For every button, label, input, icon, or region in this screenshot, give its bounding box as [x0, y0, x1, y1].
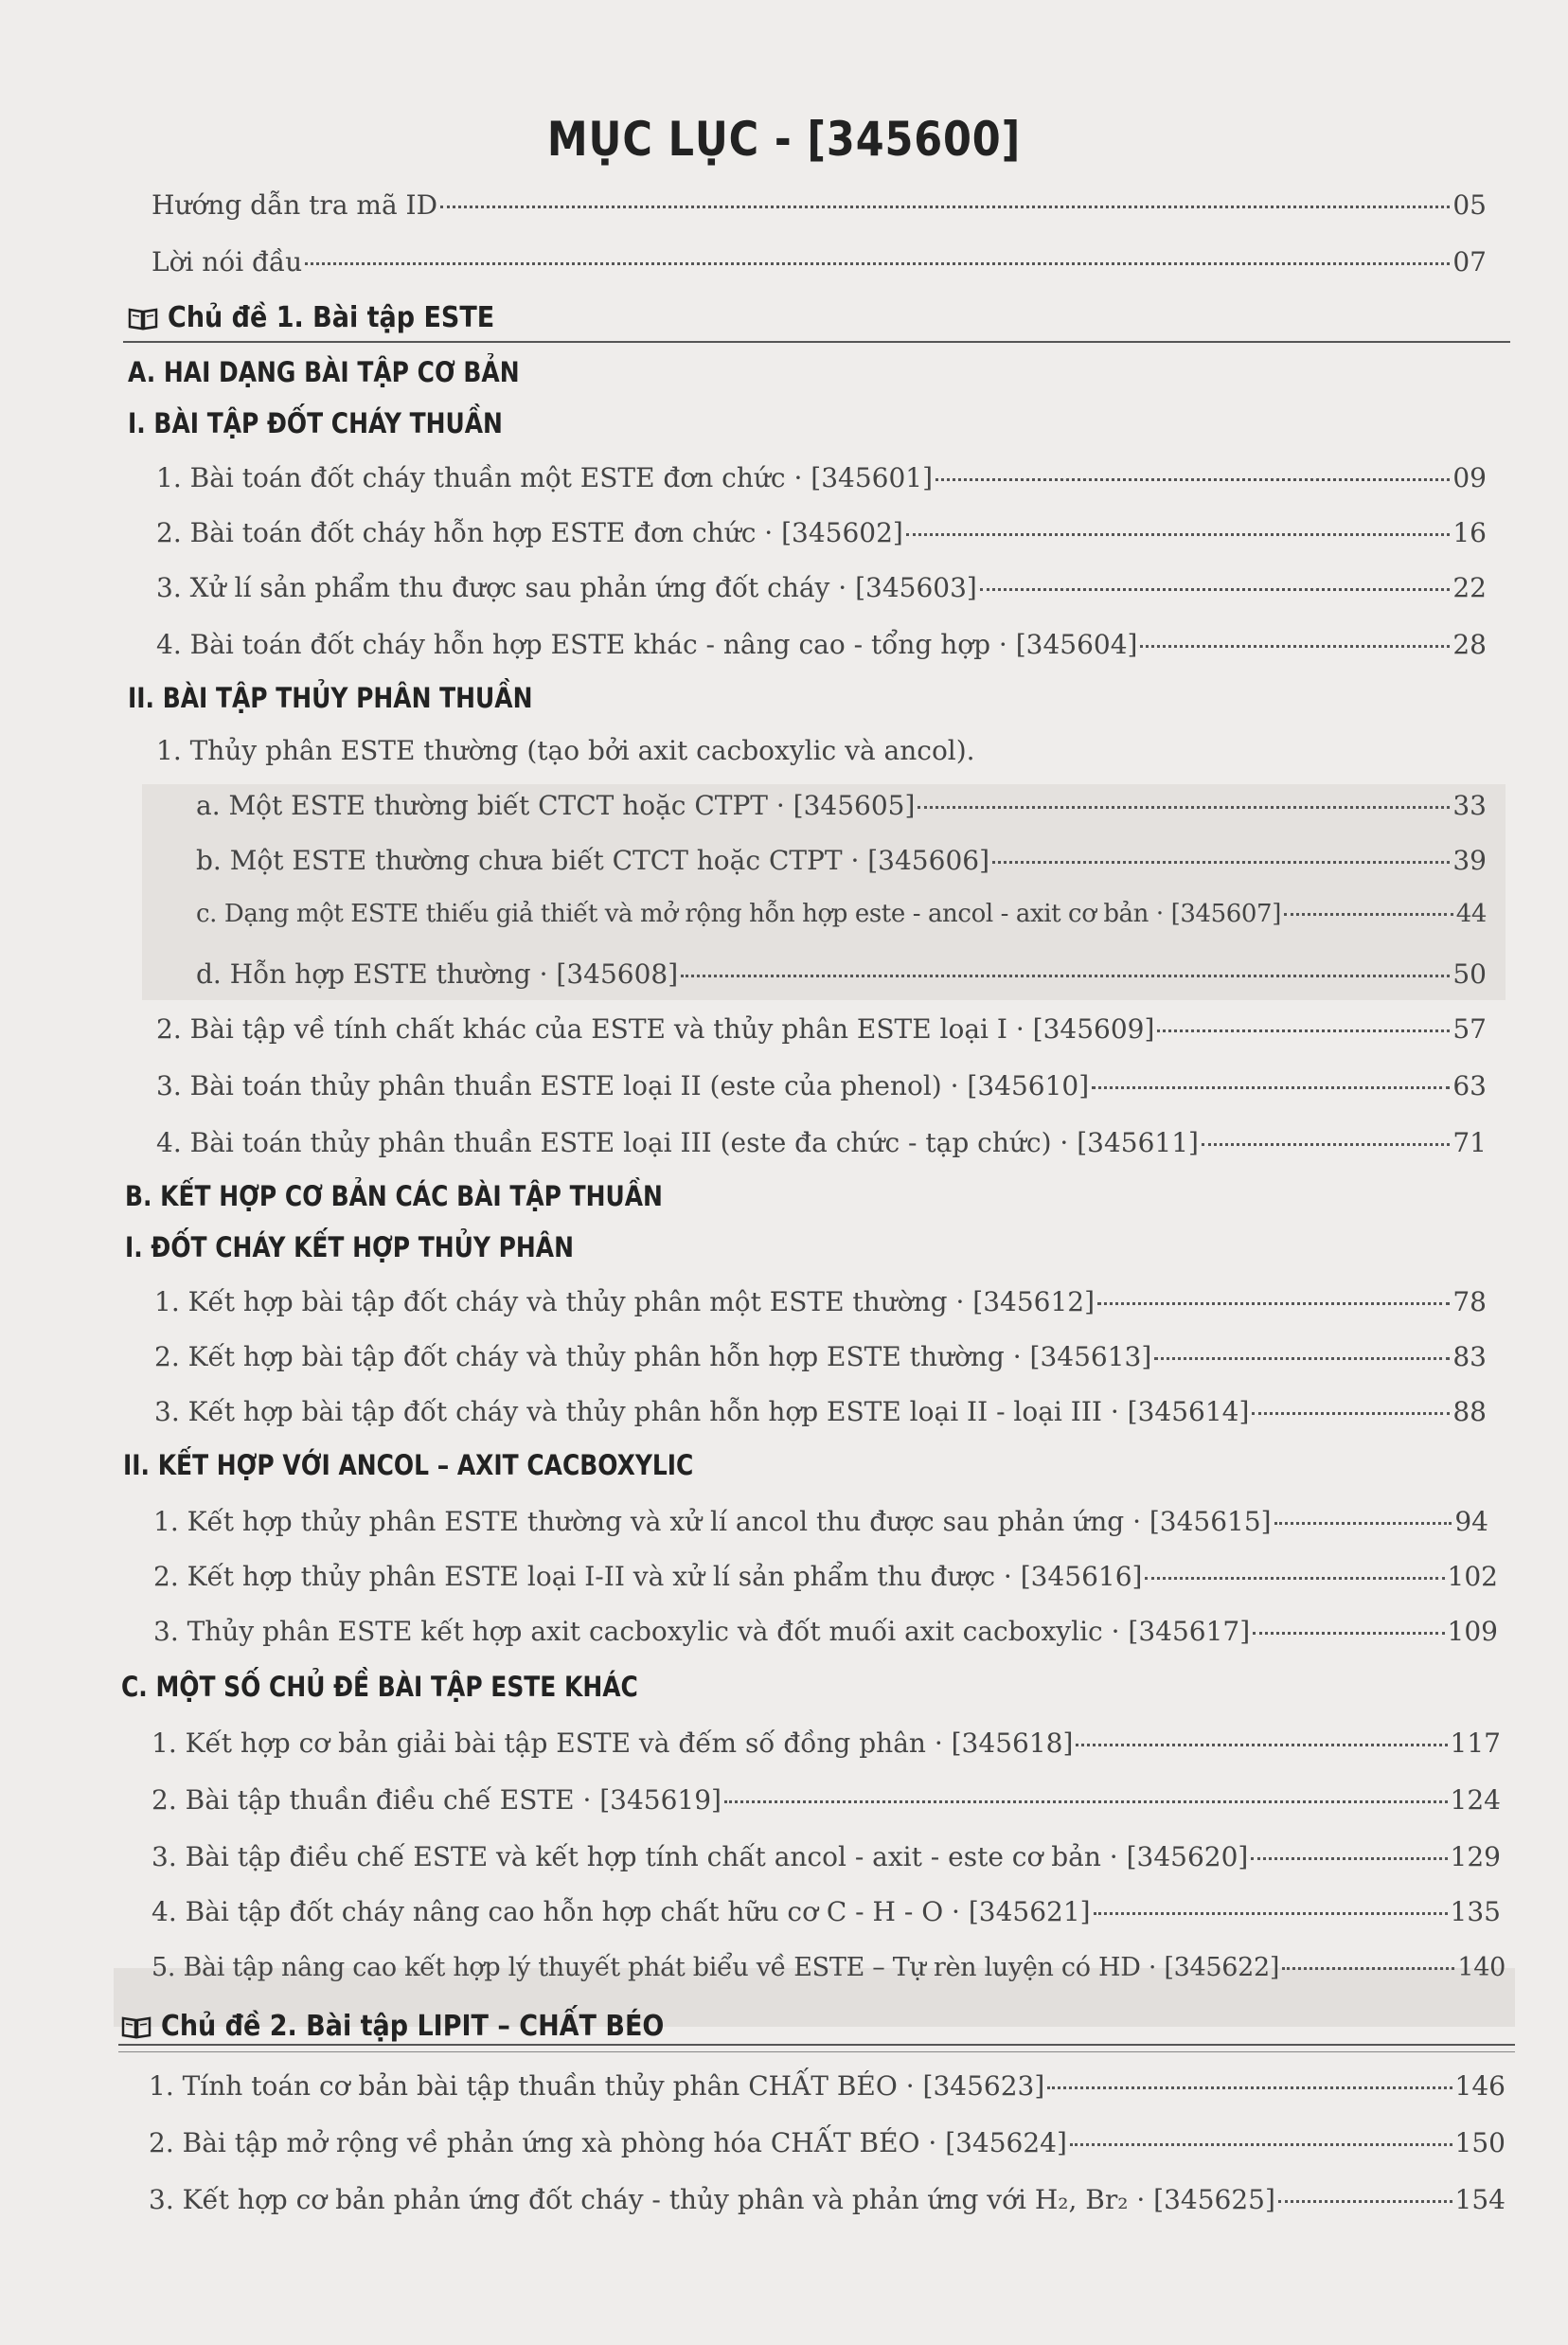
- section-a-heading: A. HAI DẠNG BÀI TẬP CƠ BẢN: [128, 356, 520, 388]
- dot-leader: [935, 478, 1450, 481]
- toc-row-text: 2. Kết hợp thủy phân ESTE loại I-II và xử lí sản phẩm thu được · [345616]: [153, 1561, 1143, 1592]
- toc-row-text: 3. Thủy phân ESTE kết hợp axit cacboxylic và đốt muối axit cacboxylic · [345617]: [153, 1616, 1251, 1647]
- toc-row: [153, 1561, 1498, 1592]
- toc-row-text: 4. Bài tập đốt cháy nâng cao hỗn hợp chất hữu cơ C - H - O · [345621]: [151, 1896, 1091, 1927]
- dot-leader: [1154, 1357, 1450, 1360]
- open-book-icon: [128, 306, 158, 331]
- toc-row: [154, 1396, 1487, 1427]
- toc-row-page: 94: [1454, 1506, 1488, 1537]
- toc-row-page: 71: [1452, 1127, 1487, 1158]
- toc-row: [156, 572, 1487, 603]
- dot-leader: [1253, 1632, 1444, 1635]
- toc-row-text: 3. Bài tập điều chế ESTE và kết hợp tính chất ancol - axit - este cơ bản · [345620]: [151, 1841, 1249, 1872]
- toc-row-page: 135: [1450, 1896, 1501, 1927]
- dot-leader: [1252, 1412, 1450, 1415]
- toc-row-page: 33: [1452, 790, 1487, 821]
- toc-row: [149, 2127, 1506, 2158]
- dot-leader: [305, 262, 1450, 265]
- toc-row-page: 146: [1454, 2070, 1506, 2102]
- toc-row-page: 117: [1450, 1727, 1501, 1759]
- dot-leader: [1092, 1086, 1450, 1089]
- toc-row: [149, 2070, 1506, 2102]
- toc-row-page: 83: [1452, 1341, 1487, 1372]
- toc-row-page: 07: [1452, 246, 1487, 277]
- section-b-i-heading: I. ĐỐT CHÁY KẾT HỢP THỦY PHÂN: [125, 1231, 574, 1263]
- toc-row-text: a. Một ESTE thường biết CTCT hoặc CTPT · [345605]: [196, 790, 916, 821]
- toc-subrow: [196, 958, 1487, 990]
- toc-row-page: 150: [1454, 2127, 1506, 2158]
- toc-row-page: 63: [1452, 1070, 1487, 1101]
- toc-row-text: 5. Bài tập nâng cao kết hợp lý thuyết phát biểu về ESTE – Tự rèn luyện có HD · [345622]: [151, 1953, 1280, 1982]
- topic-2-label: Chủ đề 2. Bài tập LIPIT – CHẤT BÉO: [161, 2010, 665, 2043]
- toc-row-text: 2. Bài toán đốt cháy hỗn hợp ESTE đơn chức · [345602]: [156, 517, 903, 548]
- toc-row: [153, 1506, 1488, 1537]
- toc-row-page: 39: [1452, 845, 1487, 876]
- dot-leader: [1070, 2143, 1452, 2146]
- toc-row-text: Hướng dẫn tra mã ID: [151, 189, 438, 221]
- toc-row: [149, 2184, 1506, 2215]
- topic-1-rule: [123, 341, 1510, 343]
- dot-leader: [918, 806, 1450, 809]
- open-book-icon: [121, 2014, 151, 2039]
- topic-2-rule-lower: [118, 2051, 1515, 2052]
- toc-row-page: 109: [1447, 1616, 1498, 1647]
- toc-row: [156, 629, 1487, 660]
- toc-row-page: 44: [1455, 900, 1487, 928]
- dot-leader: [1140, 645, 1450, 648]
- toc-row-page: 102: [1447, 1561, 1498, 1592]
- toc-row: [156, 1013, 1487, 1045]
- toc-row-text: d. Hỗn hợp ESTE thường · [345608]: [196, 958, 679, 990]
- dot-leader: [906, 533, 1451, 536]
- toc-row-page: 05: [1452, 189, 1487, 221]
- toc-subrow: [196, 790, 1487, 821]
- toc-row-text: 2. Bài tập về tính chất khác của ESTE và thủy phân ESTE loại I · [345609]: [156, 1013, 1155, 1045]
- toc-row-text: 1. Kết hợp cơ bản giải bài tập ESTE và đếm số đồng phân · [345618]: [151, 1727, 1074, 1759]
- dot-leader: [1278, 2200, 1452, 2203]
- dot-leader: [1076, 1744, 1447, 1746]
- toc-row-page: 124: [1450, 1784, 1501, 1816]
- dot-leader: [1282, 1967, 1454, 1970]
- toc-row-page: 140: [1457, 1953, 1506, 1982]
- section-b-heading: B. KẾT HỢP CƠ BẢN CÁC BÀI TẬP THUẦN: [125, 1180, 663, 1212]
- dot-leader: [440, 206, 1450, 208]
- toc-row: [151, 1896, 1501, 1927]
- dot-leader: [681, 975, 1450, 977]
- topic-2-rule: [118, 2044, 1515, 2046]
- dot-leader: [1157, 1029, 1450, 1032]
- toc-row-text: b. Một ESTE thường chưa biết CTCT hoặc CTPT · [345606]: [196, 845, 989, 876]
- toc-row: [156, 517, 1487, 548]
- toc-row-text: 3. Kết hợp bài tập đốt cháy và thủy phân hỗn hợp ESTE loại II - loại III · [345614]: [154, 1396, 1250, 1427]
- dot-leader: [1284, 913, 1453, 916]
- dot-leader: [1274, 1522, 1452, 1525]
- toc-row-page: 78: [1452, 1286, 1487, 1317]
- toc-row: [154, 1341, 1487, 1372]
- page-title: MỤC LỤC - [345600]: [546, 112, 1022, 167]
- dot-leader: [1094, 1912, 1448, 1915]
- dot-leader: [1202, 1143, 1450, 1146]
- toc-row-text: Lời nói đầu: [151, 246, 303, 277]
- dot-leader: [1145, 1577, 1444, 1580]
- toc-row-text: 2. Kết hợp bài tập đốt cháy và thủy phân hỗn hợp ESTE thường · [345613]: [154, 1341, 1152, 1372]
- toc-row-guide: [151, 189, 1487, 221]
- toc-row-no-page: [156, 735, 975, 766]
- toc-row-text: 1. Bài toán đốt cháy thuần một ESTE đơn chức · [345601]: [156, 462, 933, 493]
- toc-row-text: 2. Bài tập mở rộng về phản ứng xà phòng hóa CHẤT BÉO · [345624]: [149, 2127, 1067, 2158]
- toc-row-text: 4. Bài toán thủy phân thuần ESTE loại III (este đa chức - tạp chức) · [345611]: [156, 1127, 1199, 1158]
- toc-subrow: [196, 845, 1487, 876]
- toc-row-text: 1. Tính toán cơ bản bài tập thuần thủy phân CHẤT BÉO · [345623]: [149, 2070, 1045, 2102]
- toc-row: [156, 462, 1487, 493]
- dot-leader: [1097, 1302, 1450, 1305]
- section-c-heading: C. MỘT SỐ CHỦ ĐỀ BÀI TẬP ESTE KHÁC: [121, 1671, 638, 1703]
- toc-row-page: 88: [1452, 1396, 1487, 1427]
- toc-row-text: 2. Bài tập thuần điều chế ESTE · [345619]: [151, 1784, 722, 1816]
- toc-row-page: 22: [1452, 572, 1487, 603]
- toc-row: [156, 1070, 1487, 1101]
- section-b-ii-heading: II. KẾT HỢP VỚI ANCOL – AXIT CACBOXYLIC: [123, 1449, 694, 1481]
- toc-row: [151, 1841, 1501, 1872]
- toc-row-text: 3. Bài toán thủy phân thuần ESTE loại II (este của phenol) · [345610]: [156, 1070, 1090, 1101]
- toc-row-text: 1. Kết hợp bài tập đốt cháy và thủy phân một ESTE thường · [345612]: [154, 1286, 1096, 1317]
- toc-row: [151, 1953, 1506, 1982]
- toc-row: [151, 1727, 1501, 1759]
- dot-leader: [724, 1800, 1448, 1803]
- toc-row-page: 28: [1452, 629, 1487, 660]
- toc-row-page: 57: [1452, 1013, 1487, 1045]
- toc-row-page: 50: [1452, 958, 1487, 990]
- dot-leader: [1047, 2086, 1452, 2089]
- toc-row-preface: [151, 246, 1487, 277]
- toc-row-page: 129: [1450, 1841, 1501, 1872]
- toc-row-page: 16: [1452, 517, 1487, 548]
- section-a-ii-heading: II. BÀI TẬP THỦY PHÂN THUẦN: [128, 682, 533, 714]
- toc-row-text: c. Dạng một ESTE thiếu giả thiết và mở rộng hỗn hợp este - ancol - axit cơ bản · [345607]: [196, 900, 1281, 928]
- topic-2-heading: [121, 2010, 720, 2043]
- toc-row-page: 09: [1452, 462, 1487, 493]
- toc-row-text: 3. Kết hợp cơ bản phản ứng đốt cháy - thủy phân và phản ứng với H₂, Br₂ · [345625]: [149, 2184, 1275, 2215]
- toc-row-text: 1. Kết hợp thủy phân ESTE thường và xử lí ancol thu được sau phản ứng · [345615]: [153, 1506, 1272, 1537]
- toc-row: [154, 1286, 1487, 1317]
- toc-row: [151, 1784, 1501, 1816]
- dot-leader: [980, 588, 1451, 591]
- toc-row-page: 154: [1454, 2184, 1506, 2215]
- toc-row-text: 1. Thủy phân ESTE thường (tạo bởi axit cacboxylic và ancol).: [156, 735, 975, 766]
- toc-row-text: 3. Xử lí sản phẩm thu được sau phản ứng đốt cháy · [345603]: [156, 572, 977, 603]
- section-a-i-heading: I. BÀI TẬP ĐỐT CHÁY THUẦN: [128, 407, 503, 439]
- dot-leader: [992, 861, 1450, 864]
- toc-subrow: [196, 900, 1487, 928]
- dot-leader: [1251, 1857, 1447, 1860]
- toc-row: [156, 1127, 1487, 1158]
- toc-row-text: 4. Bài toán đốt cháy hỗn hợp ESTE khác - nâng cao - tổng hợp · [345604]: [156, 629, 1138, 660]
- topic-1-label: Chủ đề 1. Bài tập ESTE: [168, 301, 495, 334]
- topic-1-heading: [128, 301, 531, 334]
- toc-row: [153, 1616, 1498, 1647]
